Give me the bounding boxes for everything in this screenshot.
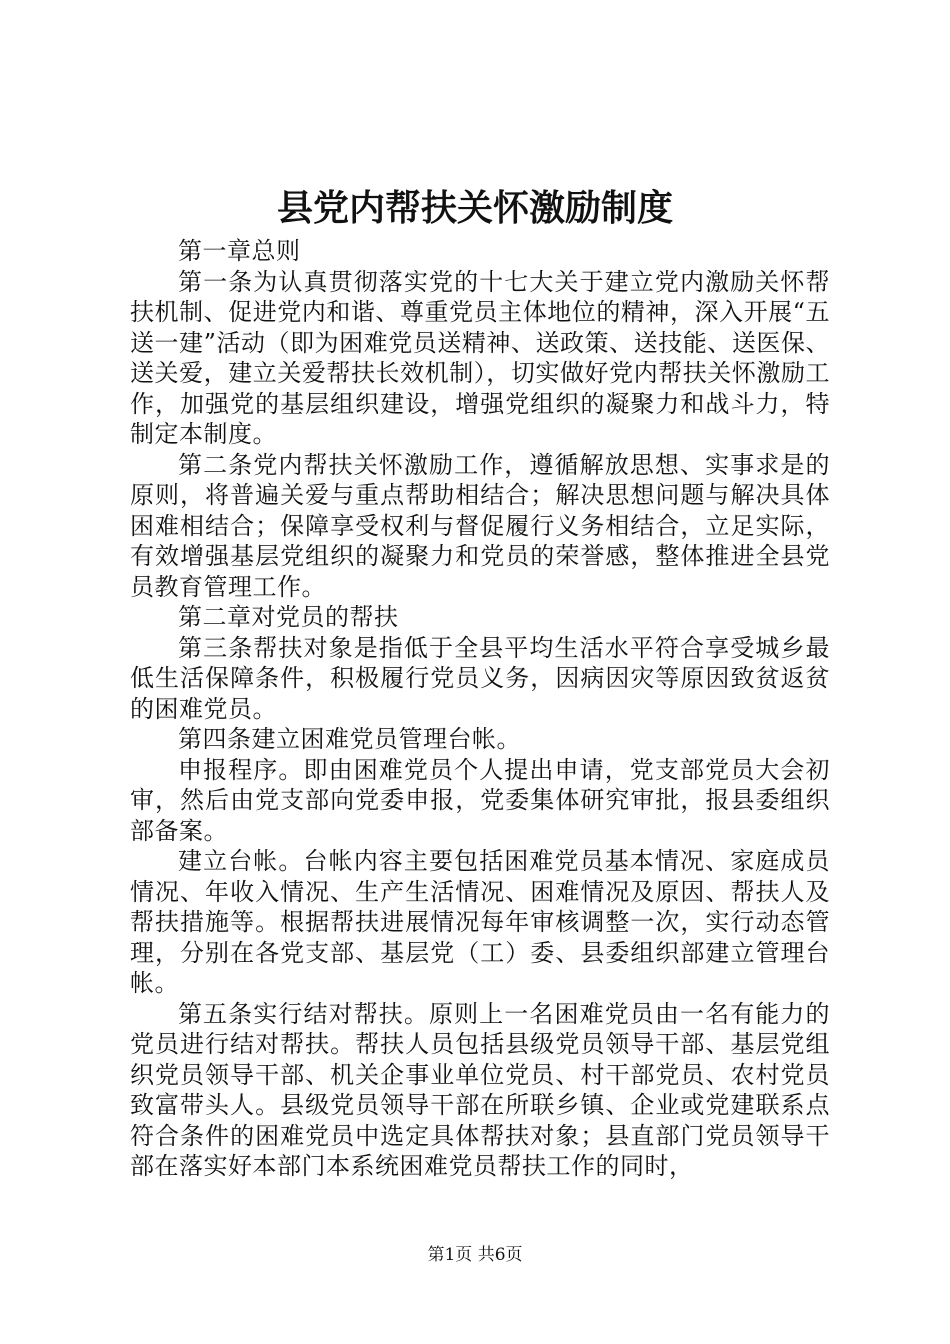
paragraph: 第三条帮扶对象是指低于全县平均生活水平符合享受城乡最低生活保障条件，积极履行党员义务，因病因灾等原因致贫返贫的困难党员。 — [130, 633, 830, 723]
document-title: 县党内帮扶关怀激励制度 — [276, 187, 673, 229]
paragraph: 第一条为认真贯彻落实党的十七大关于建立党内激励关怀帮扶机制、促进党内和谐、尊重党员主体地位的精神，深入开展“五送一建”活动（即为困难党员送精神、送政策、送技能、送医保、送关爱，建立关爱帮扶长效机制），切实做好党内帮扶关怀激励工作，加强党的基层组织建设，增强党组织的凝聚力和战斗力，特制定本制度。 — [130, 267, 830, 448]
page-footer: 第1页 共6页 — [427, 1245, 523, 1265]
chapter-heading: 第二章对党员的帮扶 — [178, 603, 399, 631]
document-body — [130, 236, 830, 1182]
paragraph: 第四条建立困难党员管理台帐。 — [178, 725, 521, 753]
paragraph: 申报程序。即由困难党员个人提出申请，党支部党员大会初审，然后由党支部向党委申报，党委集体研究审批，报县委组织部备案。 — [130, 755, 830, 845]
paragraph: 建立台帐。台帐内容主要包括困难党员基本情况、家庭成员情况、年收入情况、生产生活情况、困难情况及原因、帮扶人及帮扶措施等。根据帮扶进展情况每年审核调整一次，实行动态管理，分别在各党支部、基层党（工）委、县委组织部建立管理台帐。 — [130, 847, 830, 997]
chapter-heading: 第一章总则 — [178, 237, 301, 265]
paragraph: 第五条实行结对帮扶。原则上一名困难党员由一名有能力的党员进行结对帮扶。帮扶人员包括县级党员领导干部、基层党组织党员领导干部、机关企事业单位党员、村干部党员、农村党员致富带头人。县级党员领导干部在所联乡镇、企业或党建联系点符合条件的困难党员中选定具体帮扶对象；县直部门党员领导干部在落实好本部门本系统困难党员帮扶工作的同时， — [130, 999, 830, 1180]
paragraph: 第二条党内帮扶关怀激励工作，遵循解放思想、实事求是的原则，将普遍关爱与重点帮助相结合；解决思想问题与解决具体困难相结合；保障享受权利与督促履行义务相结合，立足实际，有效增强基层党组织的凝聚力和党员的荣誉感，整体推进全县党员教育管理工作。 — [130, 450, 830, 601]
